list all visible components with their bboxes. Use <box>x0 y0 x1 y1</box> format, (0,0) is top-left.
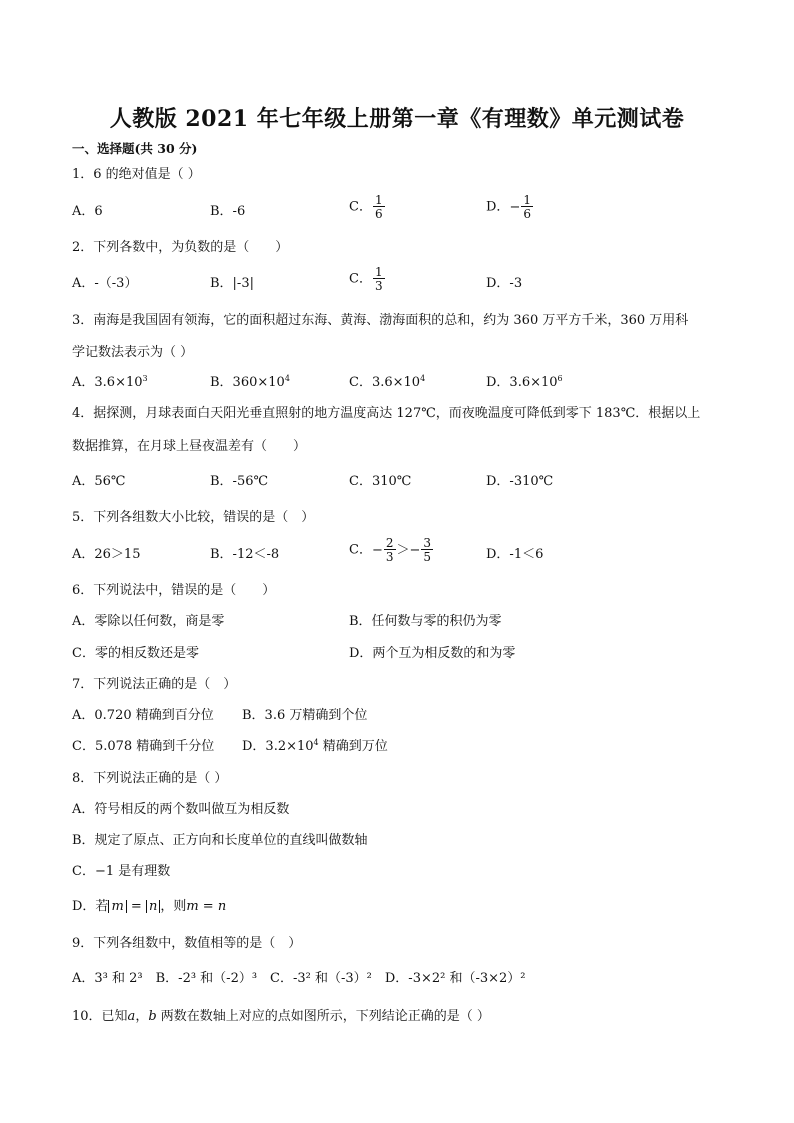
variable-b: b <box>148 1009 157 1024</box>
question-2-option-a: A．-（-3） <box>72 276 138 291</box>
then-text: ，则 <box>160 899 187 914</box>
question-5-option-c <box>349 537 434 563</box>
denominator: 5 <box>423 550 432 564</box>
exponent: 4 <box>284 374 290 383</box>
question-7-stem: 7．下列说法正确的是（ ） <box>72 677 237 692</box>
question-3-option-b <box>210 376 290 389</box>
numerator: 1 <box>374 193 383 207</box>
denominator: 6 <box>523 207 531 221</box>
question-1-option-c <box>349 194 386 220</box>
question-6-option-d: D．两个互为相反数的和为零 <box>349 646 516 661</box>
question-2-option-c <box>349 266 386 292</box>
question-5-option-d: D．-1＜6 <box>486 547 544 562</box>
denominator: 3 <box>385 550 394 564</box>
question-5-option-b: B．-12＜-8 <box>210 547 280 562</box>
question-4-stem-line-2: 数据推算，在月球上昼夜温差有（ ） <box>72 439 307 454</box>
numerator: 1 <box>374 265 383 279</box>
option-label: C． <box>349 199 372 215</box>
numerator: 2 <box>385 536 394 550</box>
stem-mid: ， <box>135 1009 149 1024</box>
stem-pre: 10．已知 <box>72 1009 128 1024</box>
question-2-option-b: B．|-3| <box>210 276 254 291</box>
exponent: 4 <box>420 374 426 383</box>
question-4-option-d: D．-310℃ <box>486 474 554 489</box>
option-label: D． <box>486 199 510 215</box>
question-4-option-c: C．310℃ <box>349 474 412 489</box>
question-7-option-b: B．3.6 万精确到个位 <box>242 708 368 723</box>
base: A．3.6×10 <box>72 375 143 390</box>
question-8-option-b: B．规定了原点、正方向和长度单位的直线叫做数轴 <box>72 833 368 848</box>
question-6-option-c: C．零的相反数还是零 <box>72 646 199 661</box>
option-label: D．若 <box>72 899 109 914</box>
question-8-stem: 8．下列说法正确的是（ ） <box>72 771 228 786</box>
question-1-option-d <box>486 194 534 220</box>
fraction <box>384 537 396 563</box>
question-5-option-a: A．26＞15 <box>72 547 141 562</box>
comparison-sign: ＞− <box>396 542 421 558</box>
question-2-stem: 2．下列各数中，为负数的是（ ） <box>72 240 289 255</box>
denominator: 6 <box>374 207 383 221</box>
question-1-option-a: A．6 <box>72 204 103 219</box>
base: D．3.2×10 <box>242 739 314 754</box>
exponent: 6 <box>557 374 563 383</box>
question-4-stem-line-1: 4．据探测，月球表面白天阳光垂直照射的地方温度高达 127℃，而夜晚温度可降低到零下 183℃．根据以上 <box>72 406 701 421</box>
denominator: 3 <box>374 279 383 293</box>
question-1-option-b: B．-6 <box>210 204 246 219</box>
variable-m: m <box>186 899 199 914</box>
question-9-options: A．3³ 和 2³ B．-2³ 和（-2）³ C．-3² 和（-3）² D．-3×2² 和（-3×2）² <box>72 971 526 986</box>
fraction <box>521 194 533 220</box>
question-6-option-a: A．零除以任何数，商是零 <box>72 614 225 629</box>
question-5-stem: 5．下列各组数大小比较，错误的是（ ） <box>72 510 315 525</box>
variable-a: a <box>127 1009 136 1024</box>
exponent: 4 <box>313 738 319 747</box>
question-2-option-d: D．-3 <box>486 276 523 291</box>
question-8-option-a: A．符号相反的两个数叫做互为相反数 <box>72 802 290 817</box>
base: C．3.6×10 <box>349 375 421 390</box>
numerator: 3 <box>423 536 432 550</box>
variable-n: n <box>217 899 227 914</box>
question-4-option-b: B．-56℃ <box>210 474 269 489</box>
question-4-option-a: A．56℃ <box>72 474 126 489</box>
question-7-option-c: C．5.078 精确到千分位 <box>72 739 215 754</box>
absolute-value-m: m <box>108 900 126 913</box>
question-3-option-d <box>486 376 563 389</box>
question-9-stem: 9．下列各组数中，数值相等的是（ ） <box>72 936 302 951</box>
question-8-option-d <box>72 900 226 913</box>
question-7-option-d <box>242 740 388 753</box>
minus-sign: − <box>509 199 521 215</box>
equals-sign: = <box>198 899 218 914</box>
stem-post: 两数在数轴上对应的点如图所示，下列结论正确的是（ ） <box>156 1009 490 1024</box>
option-label: C． <box>349 542 372 558</box>
fraction <box>421 537 433 563</box>
question-3-stem-line-2: 学记数法表示为（ ） <box>72 345 194 360</box>
question-10-stem <box>72 1010 490 1023</box>
page-title: 人教版 2021 年七年级上册第一章《有理数》单元测试卷 <box>109 106 685 132</box>
base: D．3.6×10 <box>486 375 558 390</box>
equals-sign: = <box>126 899 146 914</box>
question-6-stem: 6．下列说法中，错误的是（ ） <box>72 583 276 598</box>
base: B．360×10 <box>210 375 285 390</box>
section-heading: 一、选择题(共 30 分) <box>72 141 198 156</box>
fraction <box>373 194 385 220</box>
question-8-option-c: C．−1 是有理数 <box>72 864 171 879</box>
absolute-value-n: n <box>146 900 160 913</box>
question-6-option-b: B．任何数与零的积仍为零 <box>349 614 502 629</box>
tail: 精确到万位 <box>318 739 388 754</box>
question-7-option-a: A．0.720 精确到百分位 <box>72 708 214 723</box>
numerator: 1 <box>523 193 531 207</box>
question-1-stem: 1．6 的绝对值是（ ） <box>72 167 201 182</box>
question-3-option-c <box>349 376 425 389</box>
question-3-stem-line-1: 3．南海是我国固有领海，它的面积超过东海、黄海、渤海面积的总和，约为 360 万平方千米，360 万用科 <box>72 313 689 328</box>
minus-sign: − <box>371 542 383 558</box>
exponent: 3 <box>142 374 148 383</box>
question-3-option-a <box>72 376 148 389</box>
option-label: C． <box>349 271 372 287</box>
fraction <box>373 266 385 292</box>
